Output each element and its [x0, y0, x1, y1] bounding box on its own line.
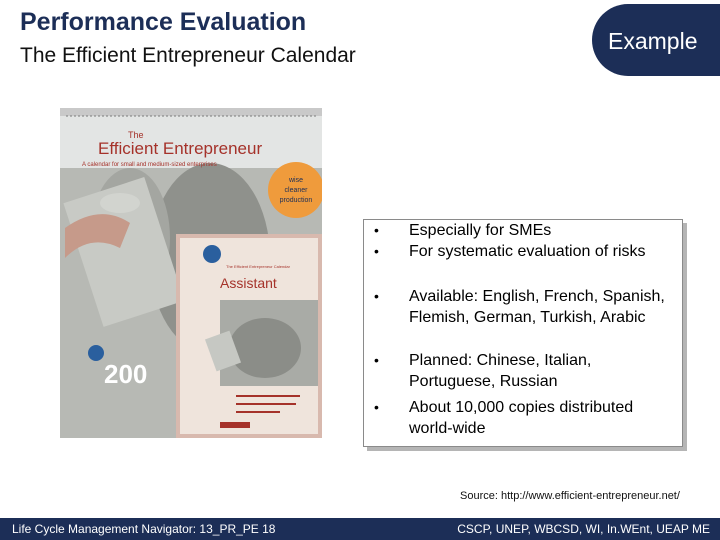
bullet-text: For systematic evaluation of risks	[409, 243, 646, 260]
svg-text:wise: wise	[288, 177, 304, 184]
bullet-text: Available: English, French, Spanish, Flemish, German, Turkish, Arabic	[409, 288, 665, 326]
example-tab-label: Example	[608, 28, 698, 54]
cover-heading: Efficient Entrepreneur	[98, 139, 263, 158]
calendar-cover-image	[60, 108, 322, 438]
bullet-marker: •	[374, 222, 379, 238]
footer-right-text: CSCP, UNEP, WBCSD, WI, In.WEnt, UEAP ME	[457, 522, 710, 536]
cover-year: 200	[104, 359, 148, 389]
bullet-text: Planned: Chinese, Italian, Portuguese, Russian	[409, 352, 592, 390]
svg-text:cleaner: cleaner	[284, 187, 308, 194]
cover-tagline: A calendar for small and medium-sized enterprises	[82, 162, 217, 168]
page-title: Performance Evaluation	[20, 8, 307, 36]
footer-bar	[0, 518, 720, 540]
bullet-marker: •	[374, 243, 379, 259]
bullet-marker: •	[374, 399, 379, 415]
bullet-box	[363, 219, 683, 447]
source-note: Source: http://www.efficient-entrepreneur.net/	[460, 490, 680, 502]
bullet-item-5	[364, 397, 682, 439]
booklet-small-title: The Efficient Entrepreneur Calendar	[226, 264, 290, 269]
bullet-text: About 10,000 copies distributed world-wide	[409, 399, 634, 437]
booklet-title: Assistant	[220, 275, 277, 291]
calendar-cover-illustration	[60, 108, 322, 438]
bullet-item-1	[364, 220, 682, 241]
cover-heading-small: The	[128, 130, 144, 140]
footer-left-text: Life Cycle Management Navigator: 13_PR_PE 18	[12, 522, 276, 536]
bullet-marker: •	[374, 288, 379, 304]
bullet-item-2	[364, 241, 682, 283]
svg-text:production: production	[279, 197, 313, 204]
page-subtitle: The Efficient Entrepreneur Calendar	[20, 44, 356, 67]
bullet-item-3	[364, 286, 682, 349]
bullet-text: Especially for SMEs	[409, 222, 552, 239]
bullet-marker: •	[374, 352, 379, 368]
bullet-item-4	[364, 350, 682, 392]
